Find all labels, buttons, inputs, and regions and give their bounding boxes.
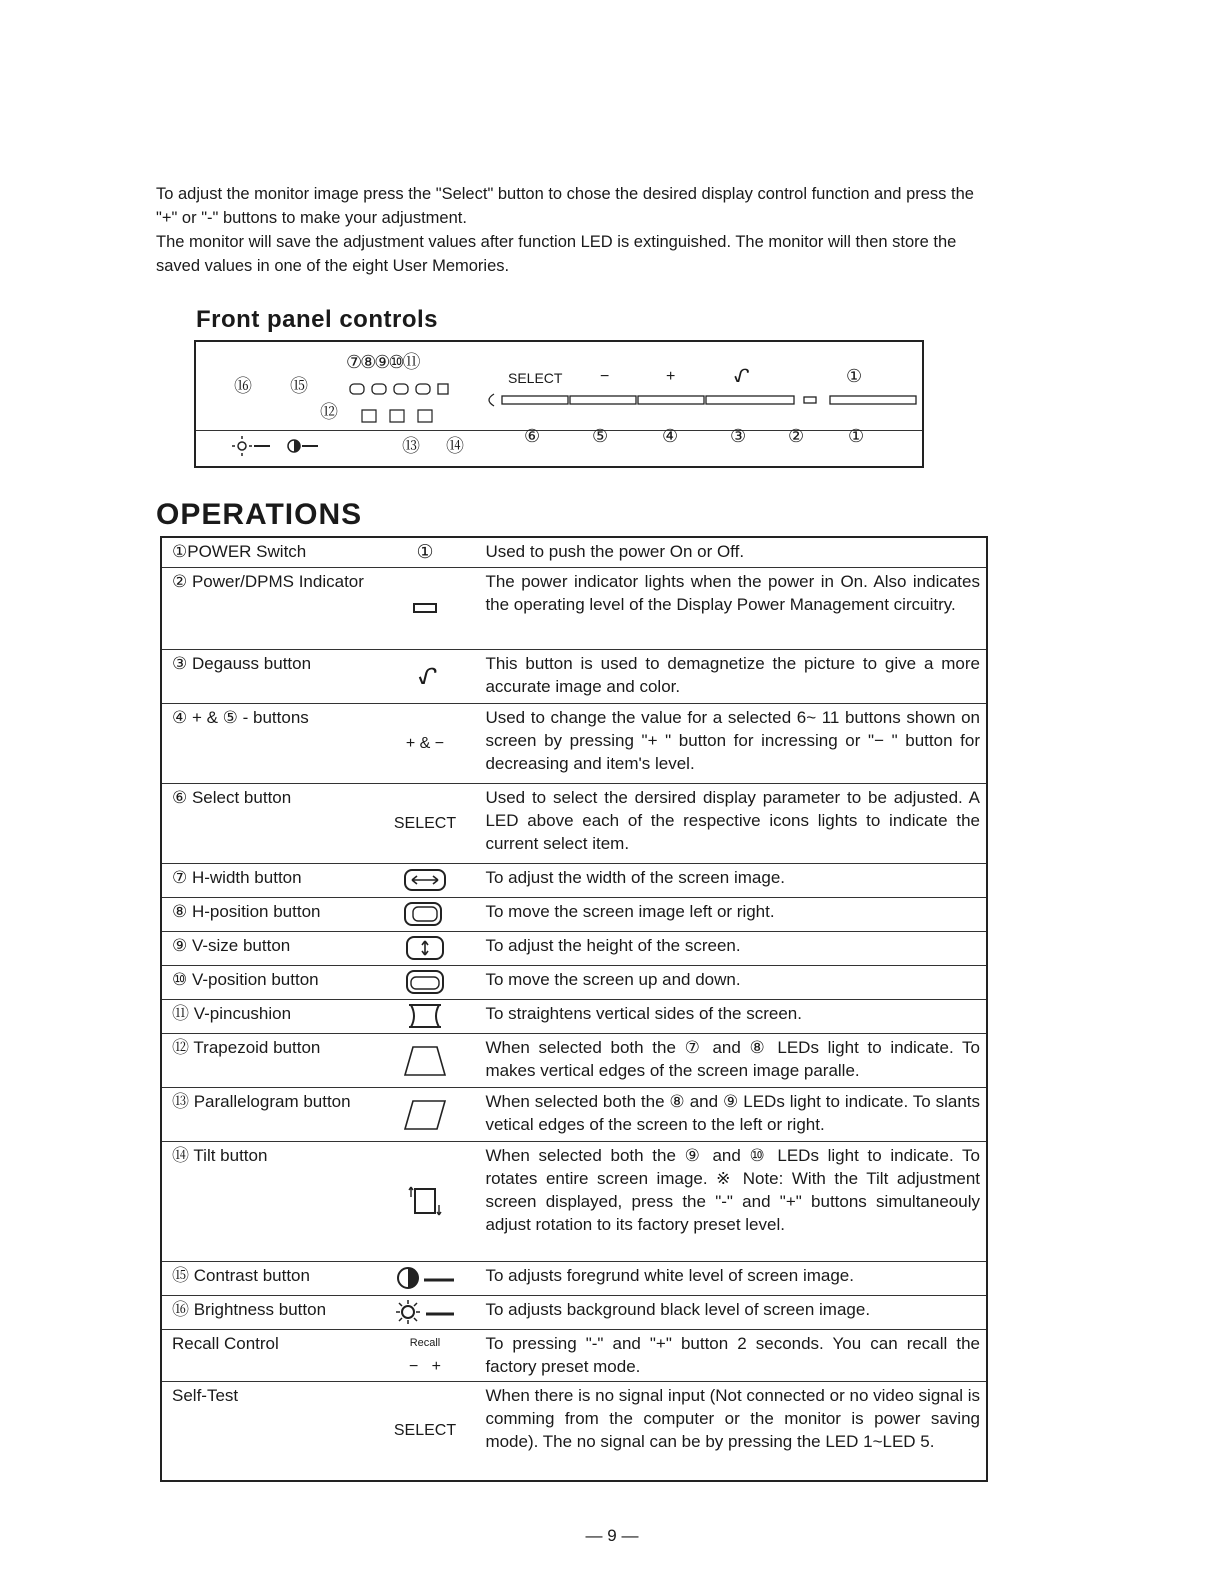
degauss-icon: ᖋ <box>371 649 480 703</box>
power-icon: ① <box>371 537 480 567</box>
table-row <box>161 999 987 1033</box>
label-3: ③ <box>730 426 747 446</box>
label-5: ⑤ <box>592 426 609 446</box>
row-name: Self-Test <box>161 1381 371 1481</box>
recall-label: Recall <box>409 1337 441 1349</box>
table-row <box>161 965 987 999</box>
row-desc: To adjust the height of the screen. <box>479 931 987 965</box>
row-desc: When selected both the ⑧ and ⑨ LEDs light to indicate. To slants vetical edges of the screen to the left or right. <box>479 1087 987 1141</box>
row-desc: When there is no signal input (Not connected or no video signal is comming from the computer or the monitor is power saving mode). The no signal can be by pressing the LED 1~LED 5. <box>479 1381 987 1481</box>
operations-title: OPERATIONS <box>156 498 363 531</box>
intro-paragraph-2: The monitor will save the adjustment values after function LED is extinguished. The monitor will then store the saved values in one of the eight User Memories. <box>156 233 957 275</box>
table-row <box>161 897 987 931</box>
recall-icon <box>371 1329 480 1381</box>
degauss-label: ᖋ <box>732 366 747 386</box>
row-name: ⑮ Contrast button <box>161 1261 371 1295</box>
table-row <box>161 1329 987 1381</box>
row-name: ③ Degauss button <box>161 649 371 703</box>
row-name: ④ + & ⑤ - buttons <box>161 703 371 783</box>
row-desc: To move the screen image left or right. <box>479 897 987 931</box>
row-desc: To move the screen up and down. <box>479 965 987 999</box>
label-13: ⑬ <box>402 436 420 456</box>
row-desc: Used to select the dersired display parameter to be adjusted. A LED above each of the respective icons lights to indicate the current select item. <box>479 783 987 863</box>
indicator-icon <box>371 567 480 649</box>
power-label: ① <box>846 366 863 386</box>
minus-label: − <box>600 368 610 385</box>
row-name: ①POWER Switch <box>161 537 371 567</box>
row-desc: When selected both the ⑦ and ⑧ LEDs light to indicate. To makes vertical edges of the screen image paralle. <box>479 1033 987 1087</box>
front-panel-diagram <box>194 340 924 468</box>
row-desc: To adjusts background black level of screen image. <box>479 1295 987 1329</box>
row-name: ⑪ V-pincushion <box>161 999 371 1033</box>
row-desc: Used to change the value for a selected 6~ 11 buttons shown on screen by pressing "+ " button for incressing or "− " button for decreasing and item's level. <box>479 703 987 783</box>
label-7-11: ⑦⑧⑨⑩⑪ <box>346 352 419 372</box>
parallelogram-icon <box>371 1087 480 1141</box>
row-name: ⑦ H-width button <box>161 863 371 897</box>
table-row <box>161 567 987 649</box>
table-row <box>161 783 987 863</box>
label-1: ① <box>848 426 865 446</box>
row-name: ⑧ H-position button <box>161 897 371 931</box>
row-desc: The power indicator lights when the power in On. Also indicates the operating level of the Display Power Management circuitry. <box>479 567 987 649</box>
select-icon: SELECT <box>371 1381 480 1481</box>
row-desc: This button is used to demagnetize the picture to give a more accurate image and color. <box>479 649 987 703</box>
select-icon: SELECT <box>371 783 480 863</box>
row-name: ⑬ Parallelogram button <box>161 1087 371 1141</box>
table-row <box>161 703 987 783</box>
table-row <box>161 1141 987 1261</box>
label-15: ⑮ <box>290 376 308 396</box>
row-desc: To pressing "-" and "+" button 2 seconds. You can recall the factory preset mode. <box>479 1329 987 1381</box>
label-14: ⑭ <box>446 436 464 456</box>
table-row <box>161 649 987 703</box>
table-row <box>161 1295 987 1329</box>
row-desc: Used to push the power On or Off. <box>479 537 987 567</box>
row-desc: To straightens vertical sides of the screen. <box>479 999 987 1033</box>
label-2: ② <box>788 426 805 446</box>
adjust-icons <box>346 378 466 428</box>
v-size-icon <box>371 931 480 965</box>
button-strip <box>482 390 922 410</box>
row-desc: To adjust the width of the screen image. <box>479 863 987 897</box>
row-name: ⑩ V-position button <box>161 965 371 999</box>
row-name: ⑯ Brightness button <box>161 1295 371 1329</box>
table-row <box>161 1381 987 1481</box>
select-label: SELECT <box>508 370 563 386</box>
table-row <box>161 931 987 965</box>
row-desc: When selected both the ⑨ and ⑩ LEDs light to indicate. To rotates entire screen image. ※ Note: With the Tilt adjustment screen displayed, press the "-" and "+" buttons simultaneouly adjust rotation to its factory preset level. <box>479 1141 987 1261</box>
front-panel-title: Front panel controls <box>196 306 439 333</box>
intro-paragraph-1: To adjust the monitor image press the "Select" button to chose the desired display control function and press the "+" or "-" buttons to make your adjustment. <box>156 185 974 227</box>
row-name: ⑭ Tilt button <box>161 1141 371 1261</box>
table-row <box>161 1087 987 1141</box>
brightness-icon <box>371 1295 480 1329</box>
row-desc: To adjusts foregrund white level of screen image. <box>479 1261 987 1295</box>
h-position-icon <box>371 897 480 931</box>
operations-table <box>160 536 988 1482</box>
v-position-icon <box>371 965 480 999</box>
label-16: ⑯ <box>234 376 252 396</box>
row-name: ⑨ V-size button <box>161 931 371 965</box>
brightness-contrast-icons <box>228 432 338 462</box>
plus-label: + <box>666 368 676 385</box>
row-name: Recall Control <box>161 1329 371 1381</box>
plus-minus-icon: + & − <box>371 703 480 783</box>
h-width-icon <box>371 863 480 897</box>
tilt-icon <box>371 1141 480 1261</box>
row-name: ⑫ Trapezoid button <box>161 1033 371 1087</box>
panel-divider <box>196 430 922 431</box>
label-6: ⑥ <box>524 426 541 446</box>
v-pincushion-icon <box>371 999 480 1033</box>
table-row <box>161 863 987 897</box>
table-row <box>161 537 987 567</box>
table-row <box>161 1261 987 1295</box>
trapezoid-icon <box>371 1033 480 1087</box>
label-12: ⑫ <box>320 402 338 422</box>
page-number: — 9 — <box>585 1526 639 1545</box>
contrast-icon <box>371 1261 480 1295</box>
row-name: ⑥ Select button <box>161 783 371 863</box>
table-row <box>161 1033 987 1087</box>
row-name: ② Power/DPMS Indicator <box>161 567 371 649</box>
label-4: ④ <box>662 426 679 446</box>
recall-keys: − + <box>408 1358 441 1375</box>
intro-text <box>156 182 986 278</box>
